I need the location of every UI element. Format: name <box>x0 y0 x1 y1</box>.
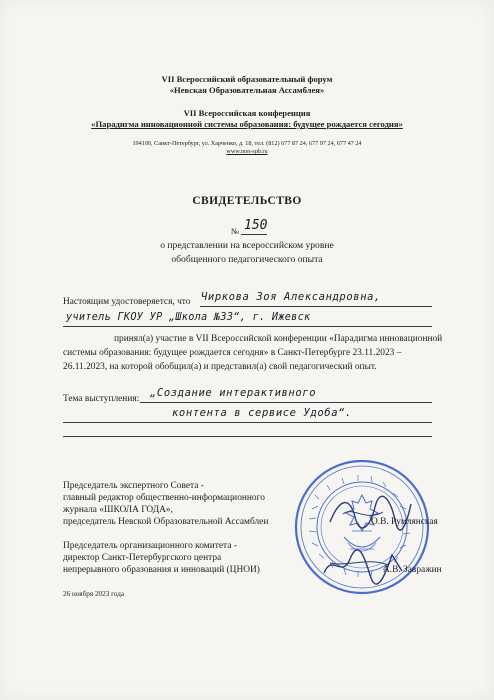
forum-title-line2: «Невская Образовательная Ассамблея» <box>169 85 325 95</box>
number-underline <box>241 234 267 235</box>
number-value: 150 <box>244 218 268 233</box>
committee-line2: директор Санкт-Петербургского центра <box>63 553 222 563</box>
website: www.non-spb.ru <box>226 148 268 155</box>
address: 194100, Санкт-Петербург, ул. Харченко, д. 18, тел. (812) 677 87 24, 677 97 24, 677 47 24 <box>132 140 362 147</box>
issue-date: 26 ноября 2023 года <box>63 590 125 598</box>
topic-underline1 <box>140 402 432 403</box>
council-signer: О.В. Румлянская <box>371 517 438 527</box>
council-line4: председатель Невской Образовательной Ассамблеи <box>63 517 269 527</box>
participation-line1: принял(а) участие в VII Всероссийской конференции «Парадигма инновационной <box>114 334 443 344</box>
committee-signer: А.В. Завражин <box>383 565 442 575</box>
name-underline <box>200 306 432 307</box>
topic-line1: „Создание интерактивного <box>150 387 317 399</box>
committee-line1: Председатель организационного комитета - <box>63 541 237 551</box>
position-underline <box>63 326 432 327</box>
certificate-title: СВИДЕТЕЛЬСТВО <box>192 195 302 207</box>
topic-label: Тема выступления: <box>63 394 140 404</box>
council-line3: журнала «ШКОЛА ГОДА», <box>63 505 173 515</box>
subtitle-line2: обобщенного педагогического опыта <box>171 254 323 265</box>
recipient-name: Чиркова Зоя Александровна, <box>201 291 381 303</box>
forum-title-line1: VII Всероссийский образовательный форум <box>161 74 333 84</box>
topic-underline2 <box>63 422 432 423</box>
topic-underline3 <box>63 436 432 437</box>
conference-title-line2: «Парадигма инновационной системы образования: будущее рождается сегодня» <box>91 119 403 129</box>
subtitle-line1: о представлении на всероссийском уровне <box>160 240 334 251</box>
committee-line3: непрерывного образования и инноваций (ЦНОИ) <box>63 565 260 575</box>
recipient-position: учитель ГКОУ УР „Школа №33“, г. Ижевск <box>66 312 311 323</box>
council-line1: Председатель экспертного Совета - <box>63 481 204 491</box>
certify-prefix: Настоящим удостоверяется, что <box>63 297 191 307</box>
participation-line3: 26.11.2023, на которой обобщил(а) и представил(а) свой педагогический опыт. <box>63 362 377 372</box>
topic-line2: контента в сервисе Удоба“. <box>172 407 352 419</box>
participation-line2: системы образования: будущее рождается сегодня» в Санкт-Петербурге 23.11.2023 – <box>63 348 402 358</box>
council-line2: главный редактор общественно-информационного <box>63 493 265 503</box>
conference-title-line1: VII Всероссийская конференция <box>183 108 311 118</box>
number-label: № <box>231 226 240 236</box>
